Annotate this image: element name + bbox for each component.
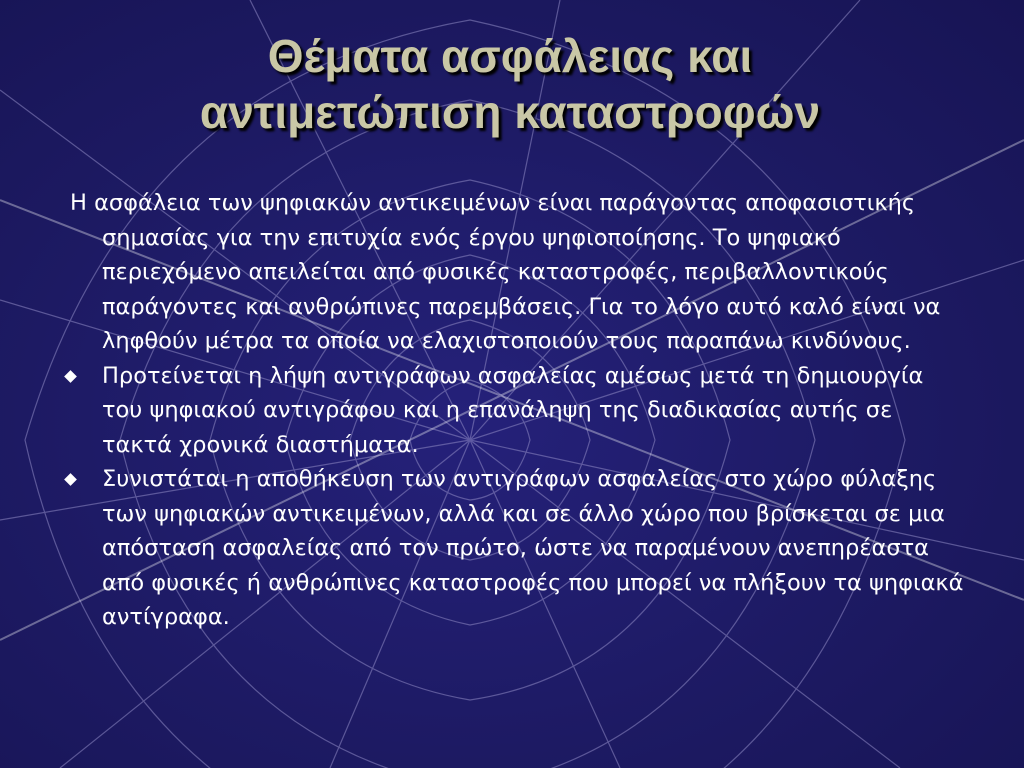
title-line-1: Θέματα ασφάλειας και [267, 30, 753, 82]
bullet-text: Προτείνεται η λήψη αντιγράφων ασφαλείας αμέσως μετά τη δημιουργία του ψηφιακού αντιγράφου και η επανάληψη της διαδικασίας αυτής σε τακτά χρονικά διαστήματα. [102, 362, 924, 458]
slide-body [60, 186, 965, 635]
intro-paragraph: Η ασφάλεια των ψηφιακών αντικειμένων είναι παράγοντας αποφασιστικής σημασίας για την επιτυχία ενός έργου ψηφιοποίησης. Το ψηφιακό περιεχόμενο απειλείται από φυσικές καταστροφές, περιβαλλοντικούς παράγοντες και ανθρώπινες παρεμβάσεις. Για το λόγο αυτό καλό είναι να ληφθούν μέτρα τα οποία να ελαχιστοποιούν τους παραπάνω κινδύνους. [70, 190, 941, 354]
diamond-bullet-icon [64, 370, 77, 383]
bullet-item [60, 359, 965, 463]
slide-title [60, 28, 960, 140]
diamond-bullet-icon [64, 473, 77, 486]
bullet-item [60, 462, 965, 635]
bullet-text: Συνιστάται η αποθήκευση των αντιγράφων ασφαλείας στο χώρο φύλαξης των ψηφιακών αντικειμένων, αλλά και σε άλλο χώρο που βρίσκεται σε μια απόσταση ασφαλείας από τον πρώτο, ώστε να παραμένουν ανεπηρέαστα από φυσικές ή ανθρώπινες καταστροφές που μπορεί να πλήξουν τα ψηφιακά αντίγραφα. [102, 466, 964, 630]
title-line-2: αντιμετώπιση καταστροφών [199, 86, 821, 138]
